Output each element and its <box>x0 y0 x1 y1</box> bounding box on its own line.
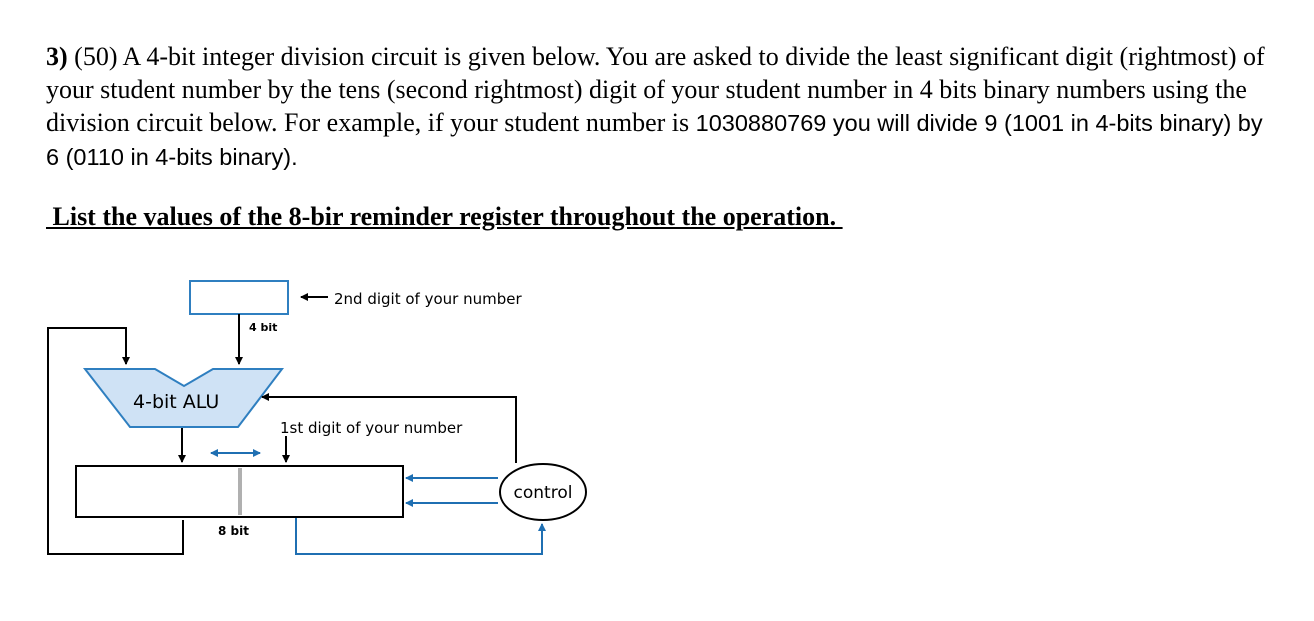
control-label: control <box>513 483 573 503</box>
question-example: 1030880769 you will divide 9 (1001 in 4-bits binary) by 6 (0110 in 4-bits binary). <box>46 110 1263 170</box>
dividend-label: 1st digit of your number <box>280 419 463 437</box>
divisor-register <box>190 281 288 314</box>
remainder-to-control-line <box>296 518 542 554</box>
question-number: 3) <box>46 42 68 71</box>
divisor-width-label: 4 bit <box>249 321 278 334</box>
feedback-loop <box>48 328 183 554</box>
divisor-label: 2nd digit of your number <box>334 290 522 308</box>
question-body: (50) A 4-bit integer division circuit is given below. You are asked to divide the least significant digit (rightmost) of your student number by the tens (second rightmost) digit of your student number in 4 bits binary numbers using the division circuit below. For example, if your student number is <box>46 42 1265 137</box>
task-instruction: List the values of the 8-bir reminder register throughout the operation. <box>46 202 843 231</box>
remainder-width-label: 8 bit <box>218 524 249 538</box>
alu-label: 4-bit ALU <box>133 391 220 413</box>
